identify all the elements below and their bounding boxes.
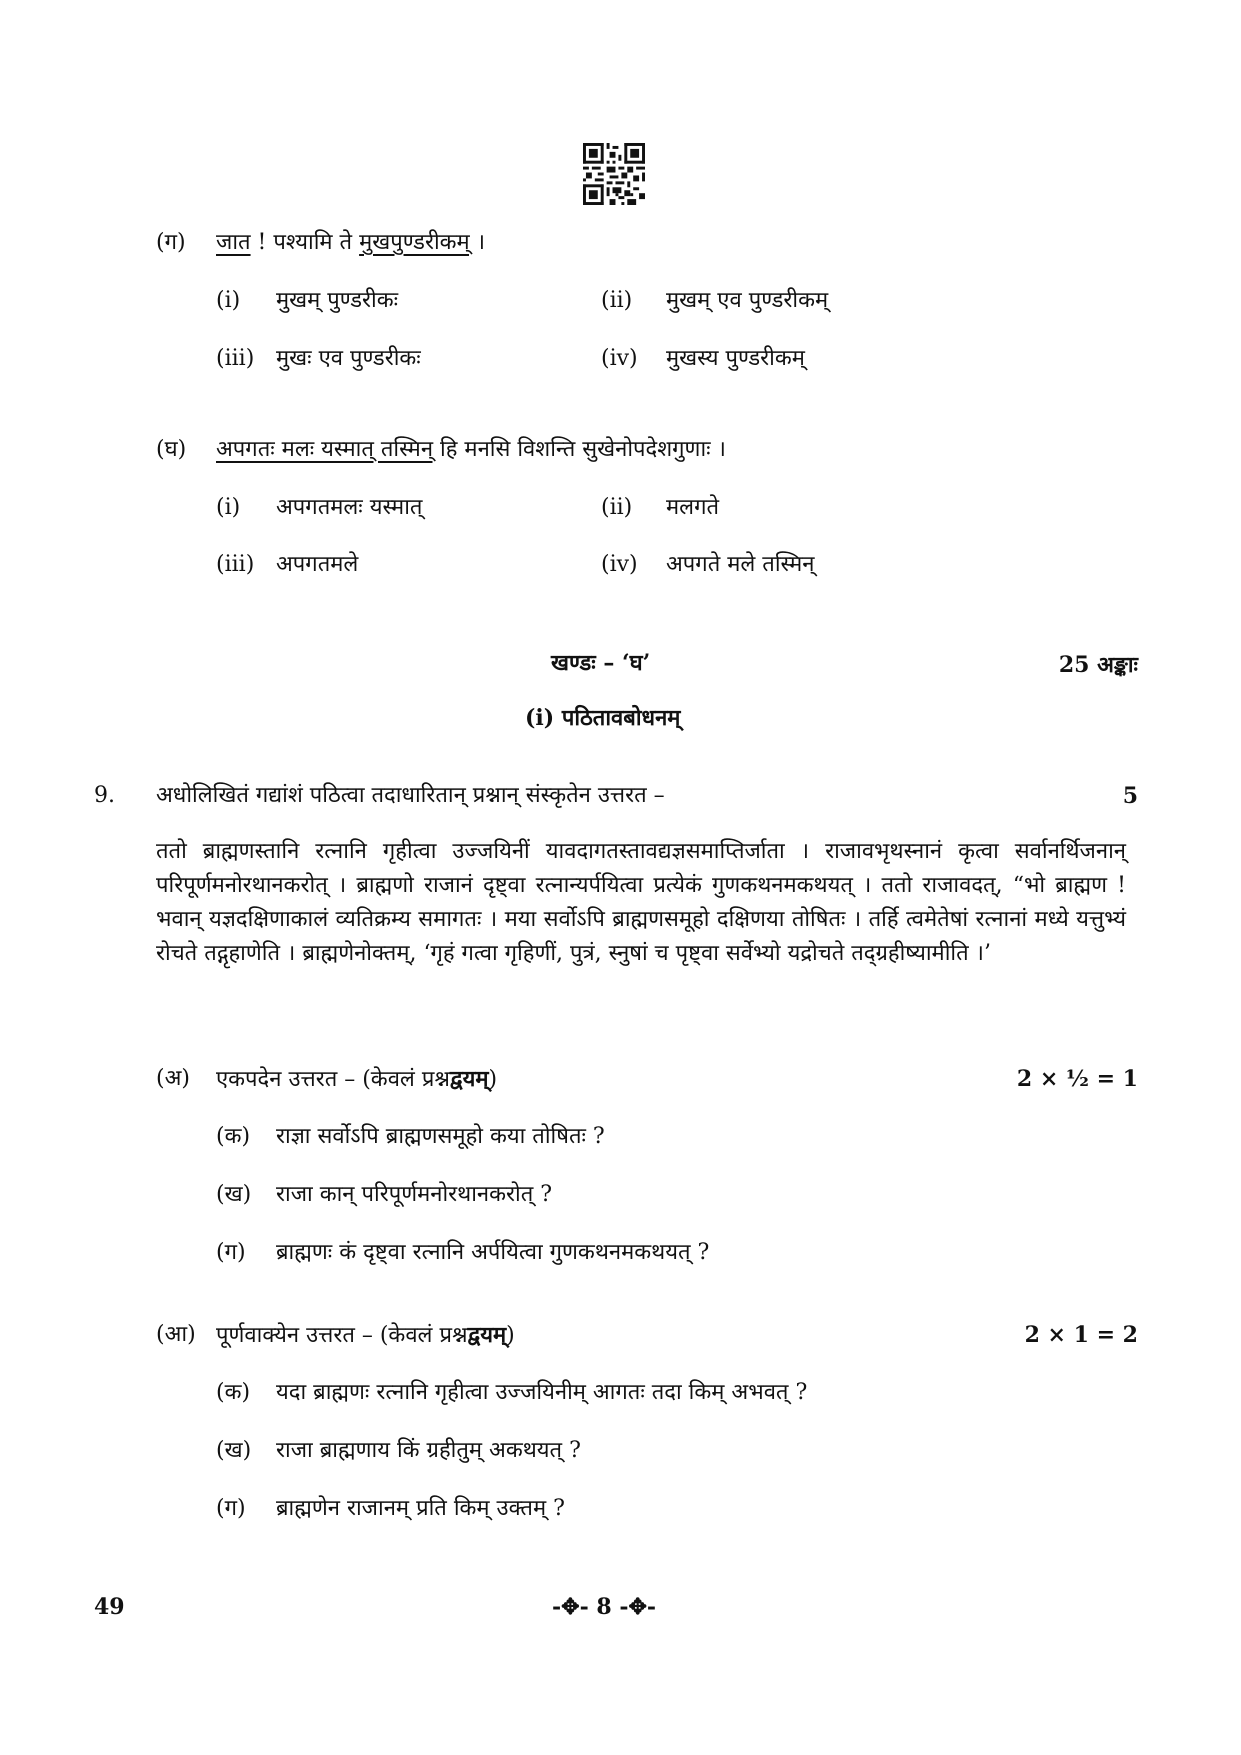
q-ga-end: । [469, 230, 486, 255]
part-aa-question-num: (क) [216, 1380, 251, 1405]
q-gha-label: (घ) [156, 437, 187, 462]
ornament-left-icon: -✥- [552, 1594, 589, 1620]
q-ga-sentence [216, 228, 485, 258]
part-aa-question-text: यदा ब्राह्मणः रत्नानि गृहीत्वा उज्जयिनीम् आगतः तदा किम् अभवत् ? [276, 1380, 808, 1405]
section-marks: 25 अङ्काः [1058, 652, 1138, 678]
q-gha-option-text: अपगते मले तस्मिन् [666, 552, 815, 577]
qr-code [583, 143, 645, 205]
section-subtitle: (i) पठितावबोधनम् [525, 705, 681, 731]
part-aa-instruction [216, 1320, 515, 1351]
q-gha-option-num: (iv) [601, 552, 638, 577]
q-gha-end: हि मनसि विशन्ति सुखेनोपदेशगुणाः । [433, 437, 726, 462]
q-gha-sentence [216, 435, 726, 465]
q-ga-option-text: मुखस्य पुण्डरीकम् [666, 346, 805, 371]
q-ga-option-num: (iv) [601, 346, 638, 371]
q-ga-option-num: (iii) [216, 346, 255, 371]
part-a-question-num: (ख) [216, 1182, 252, 1207]
q-ga-option-num: (ii) [601, 288, 633, 313]
part-aa-question-num: (ख) [216, 1438, 252, 1463]
q-ga-option-text: मुखः एव पुण्डरीकः [276, 346, 421, 371]
q-gha-option-text: मलगते [666, 495, 719, 520]
q9-number: 9. [94, 783, 115, 808]
ornament-right-icon: -✥- [619, 1594, 657, 1620]
q-ga-underlined-word: जात [216, 230, 251, 255]
part-a-text-bold: द्वयम् [449, 1066, 489, 1092]
part-aa-text-end: ) [506, 1323, 515, 1348]
q-ga-option-text: मुखम् पुण्डरीकः [276, 288, 399, 313]
q-ga-label: (ग) [156, 230, 186, 255]
q-gha-option-text: अपगतमलः यस्मात् [276, 495, 423, 520]
q-gha-underlined-phrase: अपगतः मलः यस्मात् तस्मिन् [216, 437, 434, 462]
page-number: 8 [596, 1594, 612, 1620]
footer-page-number [552, 1592, 656, 1622]
q-ga-option-text: मुखम् एव पुण्डरीकम् [666, 288, 829, 313]
part-a-question-text: ब्राह्मणः कं दृष्ट्वा रत्नानि अर्पयित्वा गुणकथनमकथयत् ? [276, 1240, 710, 1265]
section-title: खण्डः – ‘घ’ [551, 650, 651, 676]
part-a-label: (अ) [156, 1066, 190, 1091]
q-gha-option-text: अपगतमले [276, 552, 359, 577]
part-aa-question-text: राजा ब्राह्मणाय किं ग्रहीतुम् अकथयत् ? [276, 1438, 581, 1463]
q9-instruction: अधोलिखितं गद्यांशं पठित्वा तदाधारितान् प्रश्नान् संस्कृतेन उत्तरत – [156, 783, 665, 808]
part-a-text: एकपदेन उत्तरत – (केवलं प्रश्न [216, 1067, 450, 1092]
part-a-instruction [216, 1064, 497, 1095]
part-a-text-end: ) [488, 1067, 498, 1092]
q-gha-option-num: (iii) [216, 552, 255, 577]
part-a-question-text: राज्ञा सर्वोऽपि ब्राह्मणसमूहो कया तोषितः ? [276, 1124, 605, 1149]
q-gha-option-num: (i) [216, 495, 241, 520]
q-ga-mid: ! पश्यामि ते [250, 230, 360, 255]
part-aa-text-bold: द्वयम् [467, 1322, 507, 1348]
part-aa-text: पूर्णवाक्येन उत्तरत – (केवलं प्रश्न [216, 1323, 468, 1348]
part-aa-question-num: (ग) [216, 1496, 246, 1521]
q-ga-underlined-compound: मुखपुण्डरीकम् [359, 230, 470, 255]
q9-marks: 5 [1122, 783, 1138, 809]
part-a-question-num: (क) [216, 1124, 251, 1149]
part-aa-marks: 2 × 1 = 2 [1024, 1322, 1138, 1348]
part-aa-question-text: ब्राह्मणेन राजानम् प्रति किम् उक्तम् ? [276, 1496, 565, 1521]
q-gha-option-num: (ii) [601, 495, 633, 520]
q9-passage: ततो ब्राह्मणस्तानि रत्नानि गृहीत्वा उज्जयिनीं यावदागतस्तावद्यज्ञसमाप्तिर्जाता । राजावभृथस्नानं कृत्वा सर्वानर्थिजनान् परिपूर्णमनोरथानकरोत् । ब्राह्मणो राजानं दृष्ट्वा रत्नान्यर्पयित्वा प्रत्येकं गुणकथनमकथयत् । ततो राजावदत्, “भो ब्राह्मण ! भवान् यज्ञदक्षिणाकालं व्यतिक्रम्य समागतः । मया सर्वोऽपि ब्राह्मणसमूहो दक्षिणया तोषितः । तर्हि त्वमेतेषां रत्नानां मध्ये यत्तुभ्यं रोचते तद्गृहाणेति । ब्राह्मणेनोक्तम्, ‘गृहं गत्वा गृहिणीं, पुत्रं, स्नुषां च पृष्ट्वा सर्वेभ्यो यद्रोचते तद्ग्रहीष्यामीति ।’ [156, 839, 1126, 966]
part-a-question-num: (ग) [216, 1240, 246, 1265]
footer-paper-code: 49 [94, 1594, 125, 1620]
part-aa-label: (आ) [156, 1322, 196, 1347]
q-ga-option-num: (i) [216, 288, 241, 313]
part-a-question-text: राजा कान् परिपूर्णमनोरथानकरोत् ? [276, 1182, 553, 1207]
part-a-marks: 2 × ½ = 1 [1016, 1066, 1138, 1092]
